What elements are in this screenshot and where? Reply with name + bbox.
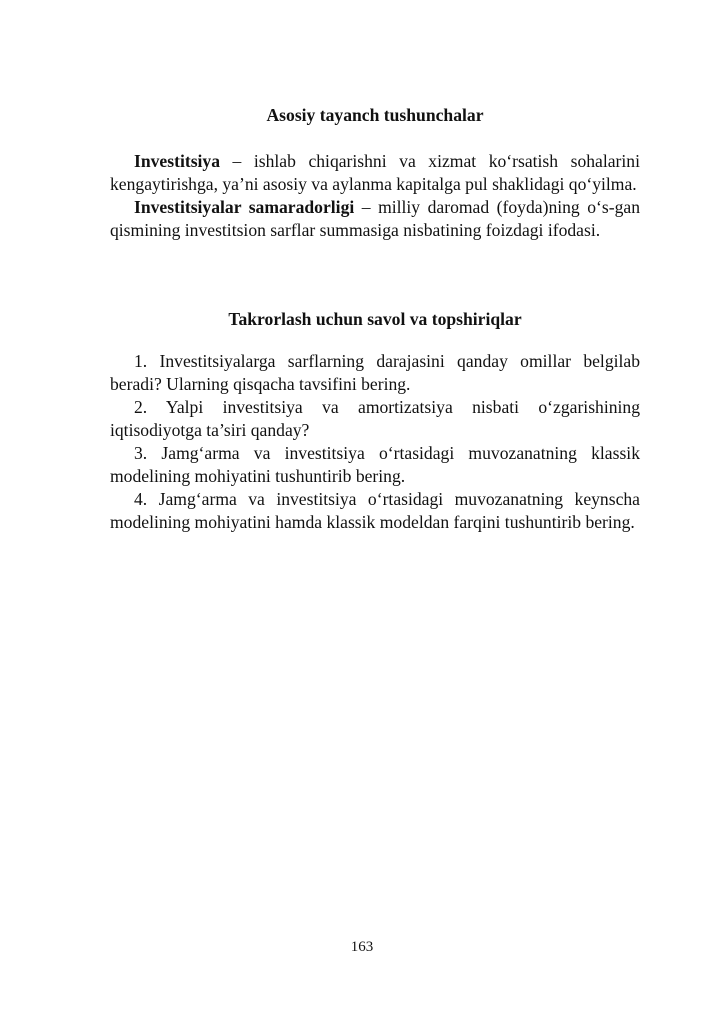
question-number: 1. — [134, 351, 148, 371]
definition-investment-efficiency — [110, 196, 640, 242]
section-heading-basic-concepts: Asosiy tayanch tushunchalar — [266, 105, 484, 125]
definitions-block — [110, 150, 640, 242]
question-number: 2. — [134, 397, 148, 417]
question-text: Jamg‘arma va investitsiya o‘rtasidagi muvozanatning keynscha modelining mohiyatini hamda klassik modeldan farqini tushuntirib bering. — [110, 489, 640, 532]
question-item — [110, 350, 640, 396]
question-number: 4. — [134, 489, 148, 509]
section-heading-review-questions: Takrorlash uchun savol va topshiriqlar — [228, 309, 522, 329]
question-number: 3. — [134, 443, 148, 463]
definition-text: – milliy daromad (foyda)ning o‘s-gan qismining investitsion sarflar summasiga nisbatining foizdagi ifodasi. — [110, 197, 640, 240]
question-item — [110, 442, 640, 488]
question-text: Jamg‘arma va investitsiya o‘rtasidagi muvozanatning klassik modelining mohiyatini tushuntirib bering. — [110, 443, 640, 486]
definition-text: – ishlab chiqarishni va xizmat ko‘rsatish sohalarini kengaytirishga, ya’ni asosiy va aylanma kapitalga pul shaklidagi qo‘yilma. — [110, 151, 640, 194]
definition-investment — [110, 150, 640, 196]
question-text: Investitsiyalarga sarflarning darajasini qanday omillar belgilab beradi? Ularning qisqacha tavsifini bering. — [110, 351, 640, 394]
question-item — [110, 488, 640, 534]
question-item — [110, 396, 640, 442]
definition-term: Investitsiya — [134, 151, 221, 171]
questions-list — [110, 350, 640, 534]
question-text: Yalpi investitsiya va amortizatsiya nisbati o‘zgarishining iqtisodiyotga ta’siri qanday? — [110, 397, 641, 440]
page-number: 163 — [350, 939, 374, 955]
definition-term: Investitsiyalar samaradorligi — [134, 197, 355, 217]
